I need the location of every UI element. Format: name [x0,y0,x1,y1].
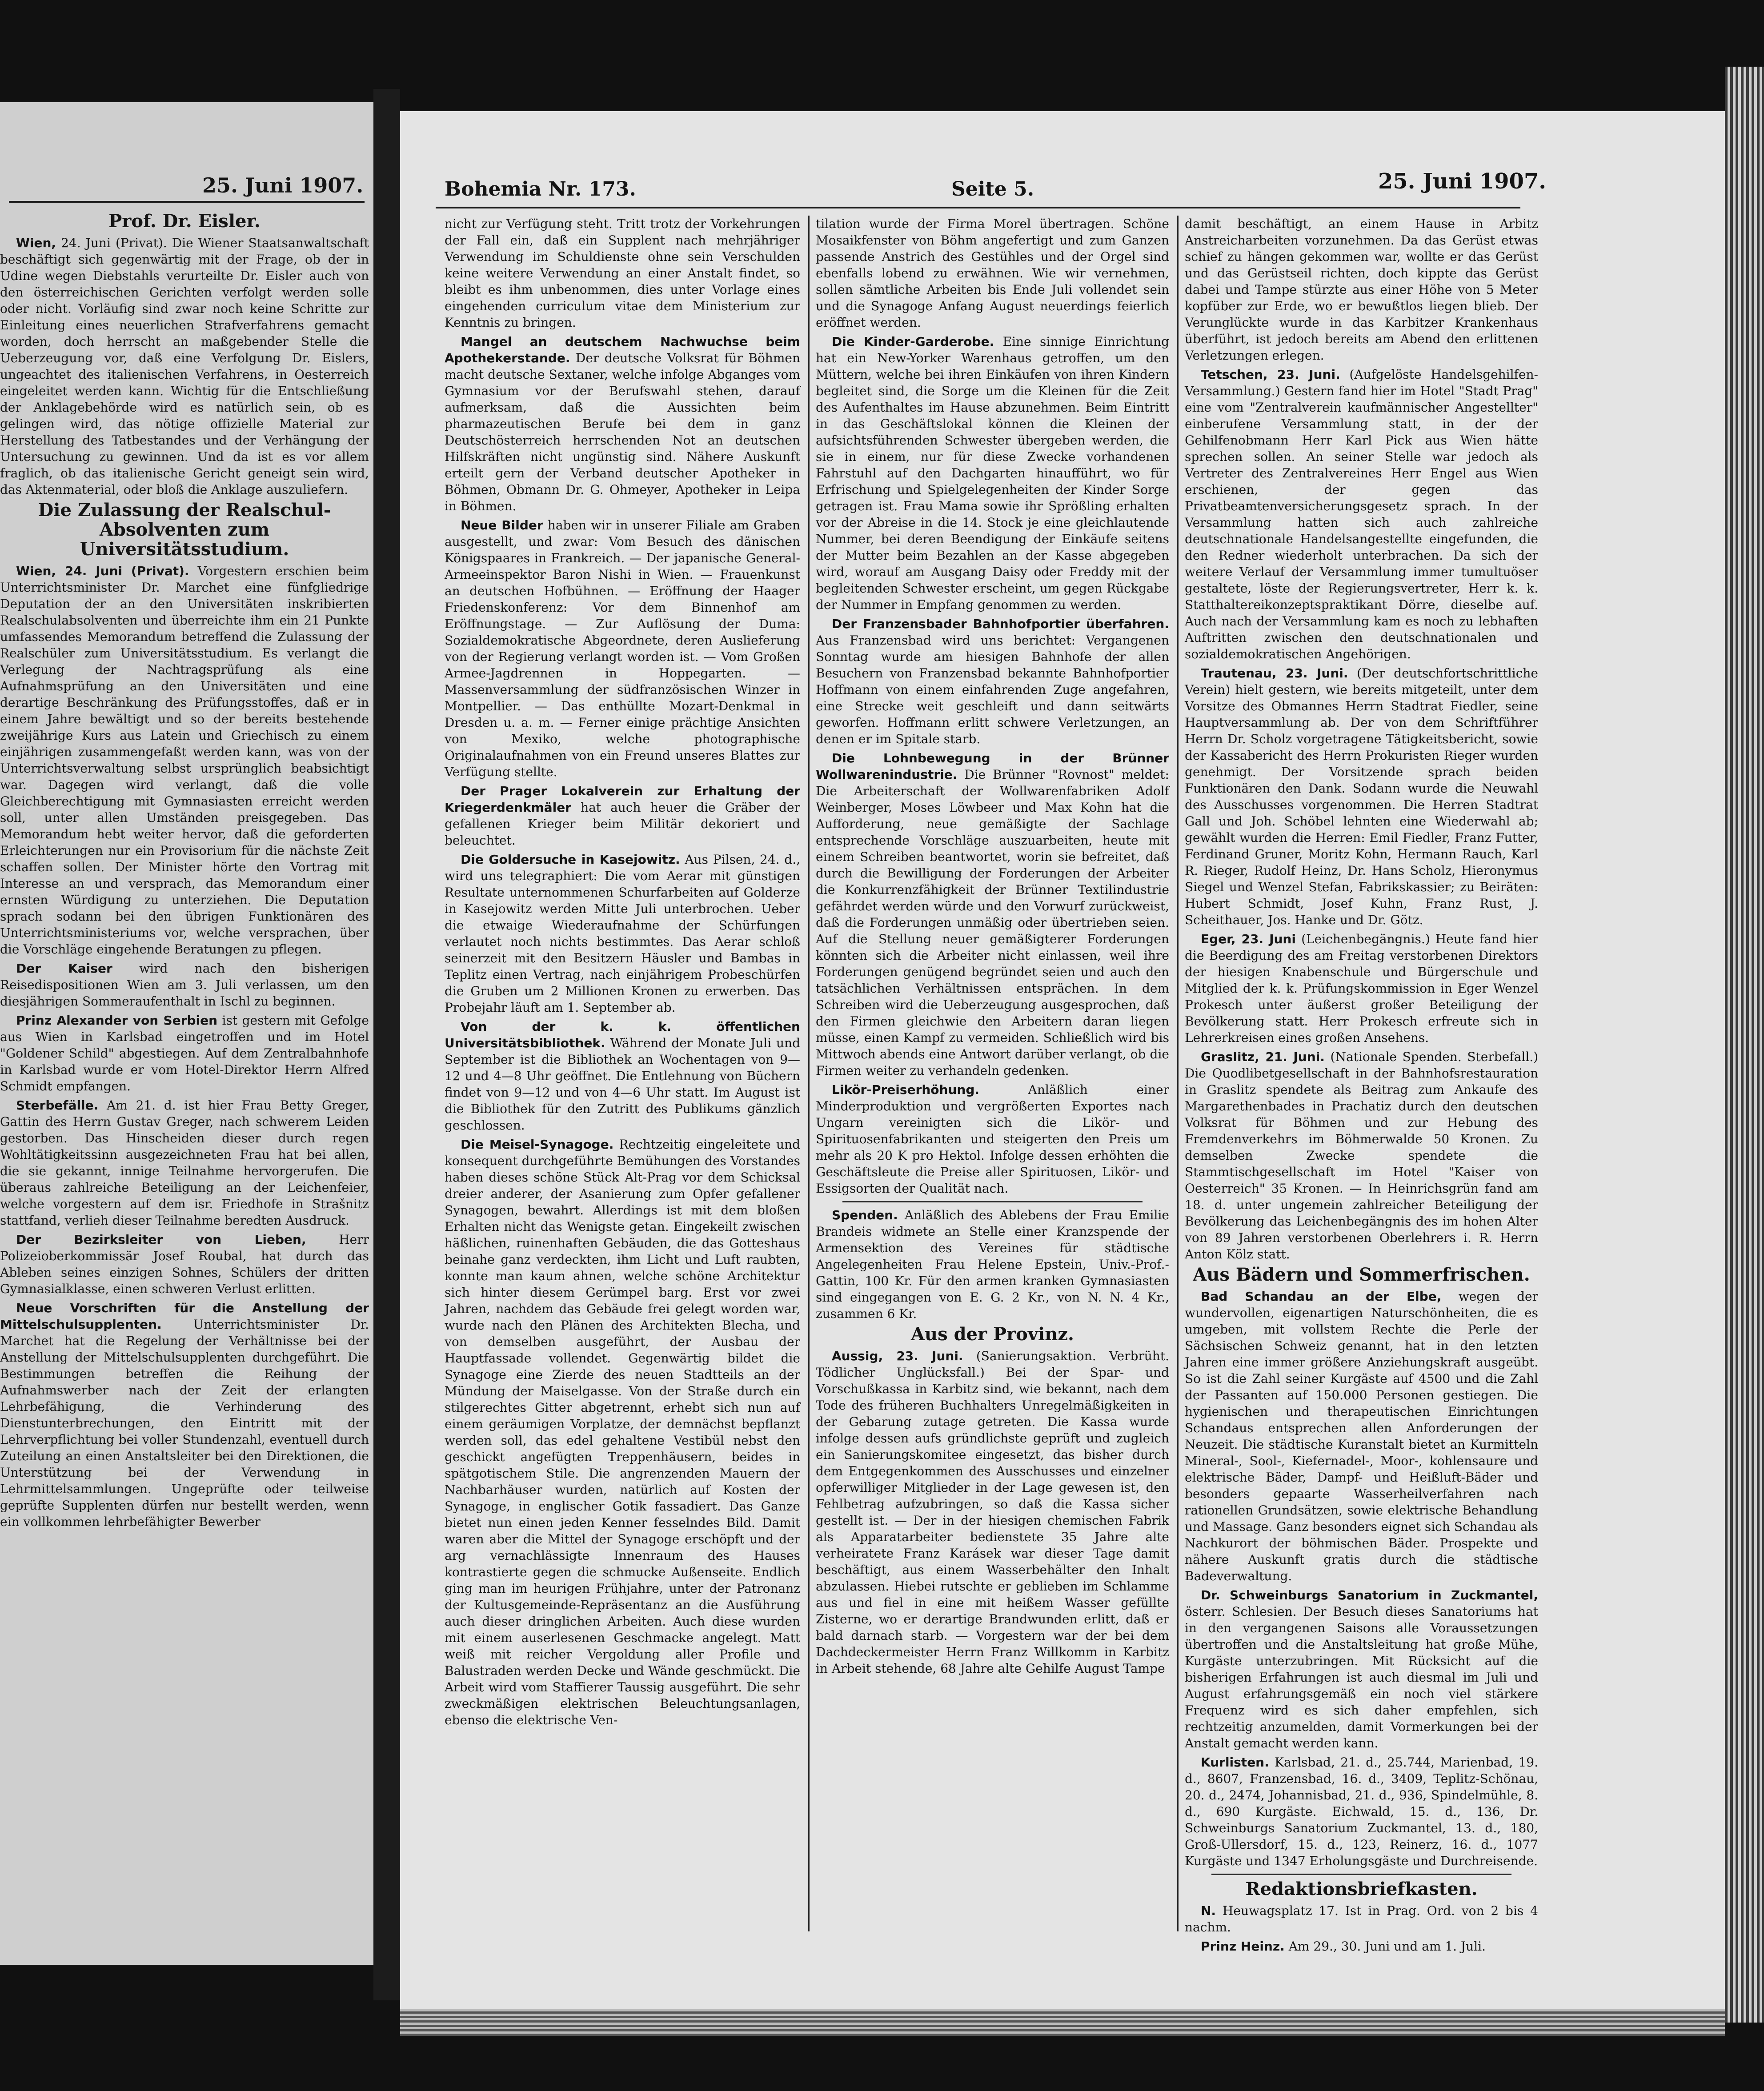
article-body: Unterrichtsminister Dr. Marchet hat die Regelung der Verhältnisse bei der Anstellung der Mittelschulsupplenten durchgeführt. Die Bestimmungen betreffen die Reihung der Aufnahmswerber nach der Zeit der erlangten Lehrbefähigung, die Verhinderung des Dienstunterbrechungen, den Eintritt mit der Lehrverpflichtung bei voller Stundenzahl, eventuell durch Zuteilung an einen Anstaltsleiter bei den Direktionen, die Unterstützung bei der Verwendung in Lehrmittelsammlungen. Ungeprüfte oder teilweise geprüfte Supplenten dürfen nur bestellt werden, wenn ein vollkommen lehrbefähigter Bewerber [0,1317,369,1529]
left-page [0,102,373,1965]
article-paragraph [1185,931,1538,1046]
section-heading: Die Zulassung der Realschul-Absolventen zum Universitätsstudium. [38,500,331,560]
article-title: Von der k. k. öffentlichen Universitätsbibliothek. [445,1019,800,1050]
article-title: Spenden. [832,1208,898,1222]
column-rule [808,216,810,1931]
article-body: (Leichenbegängnis.) Heute fand hier die Beerdigung des am Freitag verstorbenen Direktors der hiesigen Knabenschule und Bürgerschule und Mitglied der k. k. Prüfungskommission in Eger Wenzel Prokesch unter äußerst großer Beteiligung der Bevölkerung statt. Herr Prokesch erfreute sich in Lehrerkreisen eines großen Ansehens. [1185,932,1538,1045]
article-paragraph [445,1018,800,1134]
column-rule [1177,216,1179,1931]
article-title: Bad Schandau an der Elbe, [1201,1289,1442,1304]
article-title: Die Lohnbewegung in der Brünner Wollwarenindustrie. [816,751,1169,782]
article-body: Aus Pilsen, 24. d., wird uns telegraphiert: Die vom Aerar mit günstigen Resultate unternommenen Schurfarbeiten auf Golderze in Kasejowitz werden Mitte Juli unterbrochen. Ueber die etwaige Wiederaufnahme der Schürfungen verlautet noch nichts bestimmtes. Das Aerar schloß seinerzeit mit den Besitzern Häusler und Bambas in Teplitz einen Vertrag, nach einjährigem Probeschürfen die Gruben um 2 Millionen Kronen zu erwerben. Das Probejahr läuft am 1. September ab. [445,852,801,1015]
article-body: Aus Franzensbad wird uns berichtet: Vergangenen Sonntag wurde am hiesigen Bahnhofe der allen Besuchern von Franzensbad bekannte Bahnhofportier Hoffmann von einem einfahrenden Zuge angefahren, eine Strecke weit geschleift und dann seitwärts geworfen. Hoffmann erlitt schwere Verletzungen, an denen er im Spitale starb. [816,633,1169,746]
article-title: Neue Vorschriften für die Anstellung der Mittelschulsupplenten. [0,1301,369,1332]
article-paragraph [816,1207,1169,1322]
article-body: damit beschäftigt, an einem Hause in Arbitz Anstreicharbeiten vorzunehmen. Da das Gerüst etwas schief zu hängen gekommen war, wollte er das Gerüst und das Gerüstseil richten, doch kippte das Gerüst dabei und Tampe stürzte aus einer Höhe von 5 Meter kopfüber zur Erde, wo er bewußtlos liegen blieb. Der Verunglückte wurde in das Karbitzer Krankenhaus überführt, ist jedoch bereits am Abend den erlittenen Verletzungen erlegen. [1185,216,1538,363]
article-title: Der Prager Lokalverein zur Erhaltung der Kriegerdenkmäler [445,784,800,815]
article-body: Während der Monate Juli und September ist die Bibliothek an Wochentagen von 9—12 und 4—8 Uhr geöffnet. Die Entlehnung von Büchern findet von 9—12 und von 4—6 Uhr statt. Im August ist die Bibliothek für den Zutritt des Publikums gänzlich geschlossen. [445,1036,801,1133]
section-heading: Redaktionsbriefkasten. [1245,1879,1478,1899]
right-column-1 [445,216,800,1940]
article-body: Karlsbad, 21. d., 25.744, Marienbad, 19. d., 8607, Franzensbad, 16. d., 3409, Teplitz-Schönau, 20. d., 2474, Johannisbad, 21. d., 936, Spindelmühle, 8. d., 690 Kurgäste. Eichwald, 15. d., 136, Dr. Schweinburgs Sanatorium Zuckmantel, 13. d., 180, Groß-Ullersdorf, 15. d., 123, Reinerz, 16. d., 1077 Kurgäste und 1347 Erholungsgäste und Durchreisende. [1185,1755,1538,1868]
article-paragraph [816,1348,1169,1677]
right-column-2 [816,216,1169,1940]
article-paragraph [0,1300,369,1530]
section-heading: Aus der Provinz. [911,1324,1074,1345]
left-header-rule [9,201,365,203]
right-header-rule [436,207,1520,208]
article-title: Likör-Preiserhöhung. [832,1082,980,1097]
article-body: wird nach den bisherigen Reisedispositionen Wien am 3. Juli verlassen, um den diesjährigen Sommeraufenthalt in Ischl zu beginnen. [0,961,369,1009]
article-paragraph [445,1136,800,1728]
article-title: Prinz Alexander von Serbien [16,1013,218,1028]
article-body: Die Brünner "Rovnost" meldet: Die Arbeiterschaft der Wollwarenfabriken Adolf Weinberger, Moses Löwbeer und Max Kohn hat die Aufforderung, neue gemäßigte der Sachlage entsprechende Vorschläge auszuarbeiten, heute mit einem Schreiben beantwortet, worin sie befreitet, daß durch die Bewilligung der Forderungen der Arbeiter die Konkurrenzfähigkeit der Brünner Textilindustrie gefährdet werden würde und den Vorwurf zurückweist, daß die Forderungen unmäßig oder übertrieben seien. Auf die Stellung neuer gemäßigterer Forderungen könnten sich die Arbeiter nicht einlassen, weil ihre Forderungen genügend begründet seien und auch den tatsächlichen Verhältnissen entsprächen. In dem Schreiben wird die Ueberzeugung ausgesprochen, daß den Firmen gleichwie den Arbeitern daran liegen müsse, einen Kampf zu vermeiden. Schließlich wird bis Mittwoch abends eine Antwort darüber verlangt, ob die Firmen weiter zu verhandeln gedenken. [816,767,1169,1078]
article-paragraph [1185,366,1538,662]
article-paragraph [445,851,800,1016]
article-title: Neue Bilder [461,518,543,533]
book-spine [373,89,400,2000]
article-title: Eger, 23. Juni [1201,932,1296,946]
article-paragraph [445,783,800,849]
article-paragraph [816,333,1169,613]
article-title: Trautenau, 23. Juni. [1201,666,1348,681]
article-title: Prinz Heinz. [1201,1939,1285,1954]
article-paragraph [1185,1049,1538,1262]
article-title: Die Kinder-Garderobe. [832,334,994,349]
article-title: Der Bezirksleiter von Lieben, [16,1232,306,1247]
article-title: Dr. Schweinburgs Sanatorium in Zuckmantel, [1201,1588,1538,1602]
section-heading: Aus Bädern und Sommerfrischen. [1193,1264,1530,1285]
article-paragraph [0,1231,369,1297]
right-page [400,111,1725,2009]
article-body: wegen der wundervollen, eigenartigen Naturschönheiten, die es umgeben, mit vollstem Rechte die Perle der Sächsischen Schweiz genannt, hat in den letzten Jahren eine immer größere Anziehungskraft ausgeübt. So ist die Zahl seiner Kurgäste auf 4500 und die Zahl der Passanten auf 150.000 Personen gestiegen. Die hygienischen und therapeutischen Einrichtungen Schandaus entsprechen allen Anforderungen der Neuzeit. Die städtische Kuranstalt bietet an Kurmitteln Mineral-, Sool-, Kiefernadel-, Moor-, kohlensaure und elektrische Bäder, Dampf- und Heißluft-Bäder und besonders gepaarte Wasserheilverfahren nach rationellen Grundsätzen, sowie elektrische Behandlung und Massage. Ganz besonders eignet sich Schandau als Nachkurort der böhmischen Bäder. Prospekte und nähere Auskunft gratis durch die städtische Badeverwaltung. [1185,1289,1539,1583]
article-paragraph [816,1082,1169,1197]
article-title: Die Meisel-Synagoge. [461,1137,614,1152]
article-title: Kurlisten. [1201,1755,1269,1770]
article-paragraph [445,216,800,331]
article-body: tilation wurde der Firma Morel übertragen. Schöne Mosaikfenster von Böhm angefertigt und zum Ganzen passende Anstrich des Gestühles und der Orgel sind ebenfalls lobend zu erwähnen. Wie wir vernehmen, sollen sämtliche Arbeiten bis Ende Juli vollendet sein und die Synagoge Anfang August neuerdings feierlich eröffnet werden. [816,216,1169,330]
article-paragraph [1185,1903,1538,1935]
article-body: Anläßlich des Ablebens der Frau Emilie Brandeis widmete an Stelle einer Kranzspende der Armensektion des Vereines für städtische Angelegenheiten Frau Helene Epstein, Univ.-Prof.-Gattin, 100 Kr. Für den armen kranken Gymnasiasten sind eingegangen von E. G. 2 Kr., von N. N. 4 Kr., zusammen 6 Kr. [816,1208,1169,1321]
article-body: Anläßlich einer Minderproduktion und vergrößerten Exportes nach Ungarn vereinigten sich die Likör- und Spirituosenfabrikanten und steigerten den Preis um mehr als 20 K pro Hektol. Infolge dessen erhöhten die Geschäftsleute die Preise aller Spirituosen, Likör- und Essigsorten der Qualität nach. [816,1082,1169,1196]
article-title: Die Goldersuche in Kasejowitz. [461,852,680,867]
article-body: Vorgestern erschien beim Unterrichtsminister Dr. Marchet eine fünfgliedrige Deputation der an den Universitäten inskribierten Realschulabsolventen und überreichte ihm ein 21 Punkte umfassendes Memorandum betreffend die Zulassung der Realschüler zum Universitätsstudium. Es verlangt die Verlegung der Nachtragsprüfung als eine Aufnahmsprüfung an den Universitäten und eine derartige Beschränkung des Prüfungsstoffes, daß er in einem Jahre bewältigt und so der bereits bestehende zweijährige Kurs aus Latein und Griechisch zu einem einjährigen zusammengefaßt werden kann, was von der Unterrichtsverwaltung selbst ursprünglich beabsichtigt war. Dagegen wird verlangt, daß die volle Gleichberechtigung mit Gymnasiasten erreicht werden soll, unter allen Umständen preisgegeben. Das Memorandum hebt weiter hervor, daß die geforderten Erleichterungen nur ein Provisorium für die nächste Zeit schaffen sollen. Der Minister hörte den Vortrag mit Interesse an und versprach, das Memorandum einer ernsten Würdigung zu unterziehen. Die Deputation sprach sodann bei den übrigen Funktionären des Unterrichtsministeriums vor, welche versprachen, über die Vorschläge eingehende Beratungen zu pflegen. [0,564,369,957]
article-body: (Nationale Spenden. Sterbefall.) Die Quodlibetgesellschaft in der Bahnhofsrestauration in Graslitz spendete als Beitrag zum Ankaufe des Margarethenbades in Prachatiz durch den deutschen Volksrat für Böhmen und zur Hebung des Fremdenverkehrs im Böhmerwalde 50 Kronen. Zu demselben Zwecke spendete die Stammtischgesellschaft im Hotel "Kaiser von Oesterreich" 35 Kronen. — In Heinrichsgrün fand am 18. d. unter ungemein zahlreicher Beteiligung der Bevölkerung das Leichenbegängnis des im hohen Alter von 89 Jahren verstorbenen Oberlehrers i. R. Herrn Anton Kölz statt. [1185,1050,1539,1262]
article-body: Am 21. d. ist hier Frau Betty Greger, Gattin des Herrn Gustav Greger, nach schwerem Leiden gestorben. Das Hinscheiden dieser durch regen Wohltätigkeitssinn ausgezeichneten Frau hat bei allen, die sie gekannt, innige Teilnahme hervorgerufen. Die überaus zahlreiche Beteiligung an der Leichenfeier, welche vorgestern auf dem isr. Friedhofe in Strašnitz stattfand, verlieh dieser Teilnahme beredten Ausdruck. [0,1098,369,1228]
article-body: Der deutsche Volksrat für Böhmen macht deutsche Sextaner, welche infolge Abganges vom Gymnasium vor der Berufswahl stehen, darauf aufmerksam, daß die Aussichten beim pharmazeutischen Berufe bei dem in ganz Deutschösterreich herrschenden Not an deutschen Hilfskräften nicht ungünstig sind. Nähere Auskunft erteilt gern der Verband deutscher Apotheker in Böhmen, Obmann Dr. G. Ohmeyer, Apotheker in Leipa in Böhmen. [445,351,800,513]
article-body: (Sanierungsaktion. Verbrüht. Tödlicher Unglücksfall.) Bei der Spar- und Vorschußkassa in Karbitz sind, wie bekannt, nach dem Tode des früheren Buchhalters Unregelmäßigkeiten in der Gebarung zutage getreten. Die Kassa wurde infolge dessen aufs gründlichste geprüft und zugleich ein Sanierungskomitee eingesetzt, das bisher durch dem Entgegenkommen des Ausschusses und einzelner opferwilliger Mitglieder in der Lage gewesen ist, den Fehlbetrag aufzubringen, so daß die Kassa sicher gestellt ist. — Der in der hiesigen chemischen Fabrik als Apparatarbeiter bedienstete 35 Jahre alte verheiratete Franz Karásek war dieser Tage damit beschäftigt, aus einem Wasserbehälter den Inhalt abzulassen. Hiebei rutschte er geblieben im Schlamme aus und fiel in eine mit heißem Wasser gefüllte Zisterne, wo er derartige Brandwunden erlitt, daß er bald darnach starb. — Vorgestern war der bei dem Dachdeckermeister Herrn Franz Willkomm in Karbitz in Arbeit stehende, 68 Jahre alte Gehilfe August Tampe [816,1349,1169,1676]
left-page-column [0,209,369,1956]
article-paragraph [0,1012,369,1094]
right-header-date: 25. Juni 1907. [1378,169,1546,194]
left-page-date: 25. Juni 1907. [202,173,364,197]
article-paragraph [1185,665,1538,928]
article-paragraph [1185,1754,1538,1869]
article-body: nicht zur Verfügung steht. Tritt trotz der Vorkehrungen der Fall ein, daß ein Supplent nach mehrjähriger Verwendung im Schuldienste ohne sein Verschulden keine weitere Verwendung an einer Anstalt findet, so bleibt es ihm unbenommen, dies unter Vorlage eines eingehenden curriculum vitae dem Ministerium zur Kenntnis zu bringen. [445,216,800,330]
article-title: Der Kaiser [16,961,112,976]
right-header-title: Bohemia Nr. 173. [445,178,636,200]
right-column-3 [1185,216,1539,1954]
article-title: Tetschen, 23. Juni. [1201,367,1340,382]
article-paragraph [816,750,1169,1079]
article-title: Mangel an deutschem Nachwuchse beim Apothekerstande. [445,334,800,365]
article-paragraph [445,333,800,514]
article-paragraph [0,235,369,498]
article-body: 24. Juni (Privat). Die Wiener Staatsanwaltschaft beschäftigt sich gegenwärtig mit der Frage, ob der in Udine wegen Diebstahls verurteilte Dr. Eisler auch von den österreichischen Gerichten verfolgt werden solle oder nicht. Vorläufig sind zwar noch keine Schritte zur Einleitung eines neuerlichen Strafverfahrens gemacht worden, doch herrscht an maßgebender Stelle die Ueberzeugung vor, daß eine Verfolgung Dr. Eislers, ungeachtet des italienischen Verfahrens, in Oesterreich eingeleitet werden kann. Wichtig für die Entschließung der Anklagebehörde wird es natürlich sein, ob es gelingen wird, das nötige offizielle Material zur Herstellung des Tatbestandes und der Verhängung der Untersuchung zu gewinnen. Und da ist es vor allem fraglich, ob das italienische Gericht geneigt sein wird, das Aktenmaterial, oder bloß die Anklage auszuliefern. [0,236,369,497]
article-paragraph [816,616,1169,747]
section-heading: Prof. Dr. Eisler. [108,211,261,232]
article-paragraph [1185,1587,1538,1751]
right-header-page: Seite 5. [951,178,1034,200]
article-title: Wien, 24. Juni (Privat). [16,564,189,578]
article-paragraph [445,517,800,780]
article-body: Herr Polizeioberkommissär Josef Roubal, hat durch das Ableben seines einzigen Sohnes, Schülers der dritten Gymnasialklasse, einen schweren Verlust erlitten. [0,1232,369,1296]
article-body: haben wir in unserer Filiale am Graben ausgestellt, und zwar: Vom Besuch des dänischen Königspaares in Frankreich. — Der japanische General-Armeeinspektor Baron Nishi in Wien. — Frauenkunst an deutschen Hofbühnen. — Eröffnung der Haager Friedenskonferenz: Vor dem Binnenhof am Eröffnungstage. — Zur Auflösung der Duma: Sozialdemokratische Abgeordnete, deren Auslieferung von der Regierung verlangt worden ist. — Vom Großen Armee-Jagdrennen in Hoppegarten. — Massenversammlung der südfranzösischen Winzer in Montpellier. — Das enthüllte Mozart-Denkmal in Dresden u. a. m. — Ferner einige prächtige Ansichten von Mexiko, welche photographische Originalaufnahmen von ein Freund unseres Blattes zur Verfügung stellte. [445,518,800,779]
article-body: Heuwagsplatz 17. Ist in Prag. Ord. von 2 bis 4 nachm. [1185,1903,1538,1935]
article-title: Graslitz, 21. Juni. [1201,1050,1325,1064]
article-paragraph [0,563,369,957]
separator-rule [1211,1874,1511,1875]
article-title: Wien, [16,236,56,250]
article-body: Eine sinnige Einrichtung hat ein New-Yorker Warenhaus getroffen, um den Müttern, welche bei ihren Einkäufen von ihren Kindern begleitet sind, die Sorge um die Kleinen für die Zeit des Aufenthaltes im Hause abzunehmen. Beim Eintritt in das Geschäftslokal können die Kleinen der aufsichtsführenden Schwester übergeben werden, die sie in einem, nur für diese Zwecke vorhandenen Fahrstuhl auf den Dachgarten hinaufführt, wo für Erfrischung und Spielgelegenheiten der Kinder Sorge getragen ist. Frau Mama sowie ihr Sprößling erhalten vor der Abreise in die 14. Stock je eine gleichlautende Nummer, bei deren Beendigung der Einkäufe seitens der Mutter beim Bezahlen an der Kasse abgegeben wird, worauf am Ausgang Daisy oder Freddy mit der begleitenden Schwester erscheint, um gegen Rückgabe der Nummer in Empfang genommen zu werden. [816,334,1169,612]
article-title: N. [1201,1903,1216,1918]
article-paragraph [1185,216,1538,364]
article-body: Rechtzeitig eingeleitete und konsequent durchgeführte Bemühungen des Vorstandes haben dieses schöne Stück Alt-Prag vor dem Schicksal dreier anderer, der Asanierung zum Opfer gefallener Synagogen, bewahrt. Allerdings ist mit dem bloßen Erhalten nicht das Wenigste getan. Eingekeilt zwischen häßlichen, ruinenhaften Gebäuden, die das Gotteshaus beinahe ganz verdeckten, ihm Licht und Luft raubten, konnte man kaum ahnen, welche schöne Architektur sich hinter diesem Gerümpel barg. Erst vor zwei Jahren, nachdem das Gebäude frei gelegt worden war, wurde nach den Plänen des Architekten Blecha, und von demselben ausgeführt, der Ausbau der Hauptfassade vollendet. Gegenwärtig bildet die Synagoge eine Zierde des neuen Stadtteils an der Mündung der Maiselgasse. Von der Straße durch ein stilgerechtes Gitter abgetrennt, erhebt sich nun auf einem geräumigen Vorplatze, der demnächst bepflanzt werden soll, das edel gehaltene Vestibül nebst den geschickt angefügten Treppenhäusern, beides in spätgotischem Stile. Die angrenzenden Mauern der Nachbarhäuser wurden, natürlich auf Kosten der Synagoge, in englischer Gotik fassadiert. Das Ganze bietet nun einen jeden Kenner fesselndes Bild. Damit waren aber die Mittel der Synagoge erschöpft und der arg vernachlässigte Innenraum des Hauses kontrastierte gegen die schmucke Außenseite. Endlich ging man im heurigen Frühjahre, unter der Patronanz der Kultusgemeinde-Repräsentanz an die Ausführung auch dieser dringlichen Arbeiten. Auch diese wurden mit einem auserlesenen Geschmacke angelegt. Matt weiß mit reicher Vergoldung aller Profile und Balustraden werden Decke und Wände geschmückt. Die Arbeit wird vom Staffierer Taussig ausgeführt. Die sehr zweckmäßigen elektrischen Beleuchtungsanlagen, ebenso die elektrische Ven- [445,1137,801,1727]
article-paragraph [1185,1938,1538,1955]
article-paragraph [1185,1288,1538,1584]
article-paragraph [816,216,1169,331]
article-body: ist gestern mit Gefolge aus Wien in Karlsbad eingetroffen und im Hotel "Goldener Schild" abgestiegen. Auf dem Zentralbahnhofe in Karlsbad wurde er vom Hotel-Direktor Herrn Alfred Schmidt empfangen. [0,1013,369,1094]
book-page-edges [1725,67,1764,2023]
article-body: Am 29., 30. Juni und am 1. Juli. [1288,1939,1486,1954]
article-paragraph [0,1097,369,1229]
article-body: hat auch heuer die Gräber der gefallenen Krieger beim Militär dekoriert und beleuchtet. [445,800,800,848]
article-title: Der Franzensbader Bahnhofportier überfahren. [832,617,1169,631]
separator-rule [842,1201,1143,1202]
article-title: Aussig, 23. Juni. [832,1349,963,1363]
article-title: Sterbefälle. [16,1098,99,1113]
article-paragraph [0,960,369,1009]
book-bottom-edges [400,2009,1725,2036]
article-body: (Der deutschfortschrittliche Verein) hielt gestern, wie bereits mitgeteilt, unter dem Vorsitze des Obmannes Herrn Stadtrat Fiedler, seine Hauptversammlung ab. Der von dem Schriftführer Herrn Dr. Scholz vorgetragene Tätigkeitsbericht, sowie der Kassabericht des Herrn Prokuristen Rieger wurden genehmigt. Der Vorsitzende sprach beiden Funktionären den Dank. Sodann wurde die Neuwahl des Ausschusses vorgenommen. Die Herren Stadtrat Gall und Joh. Schöbel lehnten eine Wiederwahl ab; gewählt wurden die Herren: Emil Fiedler, Franz Futter, Ferdinand Gruner, Moritz Kohn, Hermann Rauch, Karl R. Rieger, Rudolf Heinz, Dr. Hans Scholz, Hieronymus Siegel und Wenzel Stefan, Fabrikskassier; zu Beiräten: Hubert Schmidt, Josef Kuhn, Franz Rust, J. Scheithauer, Jos. Hanke und Dr. Götz. [1185,666,1538,927]
article-body: (Aufgelöste Handelsgehilfen-Versammlung.) Gestern fand hier im Hotel "Stadt Prag" eine vom "Zentralverein kaufmännischer Angestellter" einberufene Versammlung statt, in der der Gehilfenobmann Herr Karl Pick aus Wien hätte sprechen sollen. An seiner Stelle war jedoch als Vertreter des Zentralvereines Herr Engel aus Wien erschienen, der gegen das Privatbeamtenversicherungsgesetz sprach. In der Versammlung hatten sich auch zahlreiche deutschnationale Handelsangestellte eingefunden, die den Redner wiederholt unterbrachen. Da sich der weitere Verlauf der Versammlung immer tumultuöser gestaltete, löste der Regierungsvertreter, Herr k. k. Statthaltereikonzeptspraktikant Dörre, dieselbe auf. Auch nach der Versammlung kam es noch zu lebhaften Auftritten zwischen den deutschnationalen und sozialdemokratischen Angehörigen. [1185,367,1538,661]
article-body: österr. Schlesien. Der Besuch dieses Sanatoriums hat in den vergangenen Saisons alle Voraussetzungen übertroffen und die Anstaltsleitung hat große Mühe, Kurgäste unterzubringen. Mit Rücksicht auf die bisherigen Erfahrungen ist auch diesmal im Juli und August erfahrungsgemäß ein noch viel stärkere Frequenz wird es sich daher empfehlen, sich rechtzeitig anzumelden, damit Vormerkungen bei der Anstalt gemacht werden kann. [1185,1604,1538,1751]
